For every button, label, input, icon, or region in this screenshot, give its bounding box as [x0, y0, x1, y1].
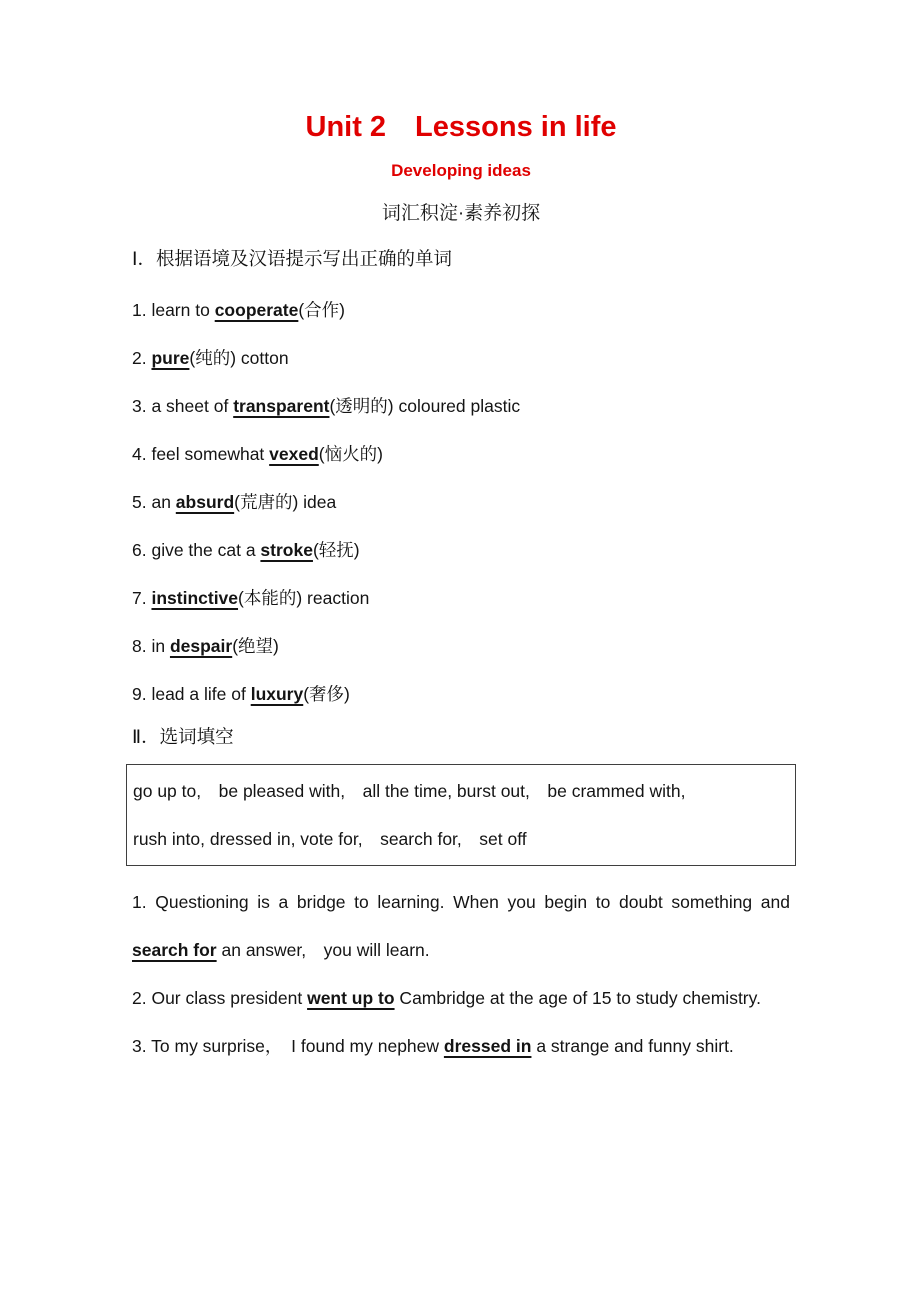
section1-heading: Ⅰ．根据语境及汉语提示写出正确的单词 — [132, 247, 452, 269]
item-answer: pure — [151, 347, 190, 368]
word-bank-box — [126, 764, 796, 866]
vocab-item — [132, 430, 790, 478]
item-prefix: 5. an — [132, 491, 176, 512]
item-prefix: 2. — [132, 347, 152, 368]
item-prefix: 3. a sheet of — [132, 395, 234, 416]
word-bank-line: go up to, be pleased with, all the time, burst out, be crammed with, — [133, 780, 686, 801]
item-answer: stroke — [260, 539, 313, 560]
vocab-item — [132, 334, 790, 382]
item-prefix: 1. learn to — [132, 299, 215, 320]
vocab-item — [132, 382, 790, 430]
sentence-answer: search for — [132, 939, 217, 960]
vocab-item — [132, 670, 790, 718]
sentence-suffix: a strange and funny shirt. — [531, 1035, 734, 1056]
vocab-item — [132, 574, 790, 622]
word-bank-line: rush into, dressed in, vote for, search for, set off — [133, 828, 527, 849]
sentence-suffix: an answer, you will learn. — [216, 939, 430, 960]
item-suffix: (纯的) cotton — [189, 347, 289, 368]
item-prefix: 7. — [132, 587, 152, 608]
item-suffix: (恼火的) — [318, 443, 383, 464]
fill-in-sentence — [132, 878, 790, 974]
item-suffix: (荒唐的) idea — [234, 491, 337, 512]
item-answer: cooperate — [214, 299, 299, 320]
vocab-item — [132, 526, 790, 574]
item-prefix: 9. lead a life of — [132, 683, 251, 704]
item-answer: despair — [169, 635, 233, 656]
page-subtitle: Developing ideas — [391, 160, 531, 180]
item-answer: instinctive — [151, 587, 239, 608]
item-answer: vexed — [269, 443, 319, 464]
fill-in-sentence — [132, 1022, 790, 1070]
item-prefix: 6. give the cat a — [132, 539, 261, 560]
item-answer: transparent — [233, 395, 330, 416]
sentence-answer: dressed in — [443, 1035, 532, 1056]
item-suffix: (奢侈) — [303, 683, 350, 704]
item-suffix: (本能的) reaction — [238, 587, 370, 608]
vocab-item — [132, 478, 790, 526]
sentence-prefix: 3. To my surprise， I found my nephew — [132, 1035, 444, 1056]
sentence-answer: went up to — [307, 987, 395, 1008]
item-prefix: 4. feel somewhat — [132, 443, 270, 464]
vocab-item — [132, 286, 790, 334]
sentence-prefix: 2. Our class president — [132, 987, 308, 1008]
item-suffix: (合作) — [298, 299, 345, 320]
fill-in-sentence — [132, 974, 790, 1022]
item-answer: absurd — [175, 491, 235, 512]
item-prefix: 8. in — [132, 635, 170, 656]
sentence-prefix: 1. Questioning is a bridge to learning. When you begin to doubt something and — [132, 891, 790, 912]
section-banner: 词汇积淀·素养初探 — [381, 203, 541, 225]
section2-heading: Ⅱ．选词填空 — [132, 725, 234, 747]
item-suffix: (轻抚) — [312, 539, 360, 560]
vocab-item — [132, 622, 790, 670]
item-answer: luxury — [250, 683, 304, 704]
sentence-suffix: Cambridge at the age of 15 to study chemistry. — [394, 987, 761, 1008]
item-suffix: (绝望) — [232, 635, 279, 656]
page-title: Unit 2 Lessons in life — [305, 111, 617, 143]
item-suffix: (透明的) coloured plastic — [329, 395, 521, 416]
